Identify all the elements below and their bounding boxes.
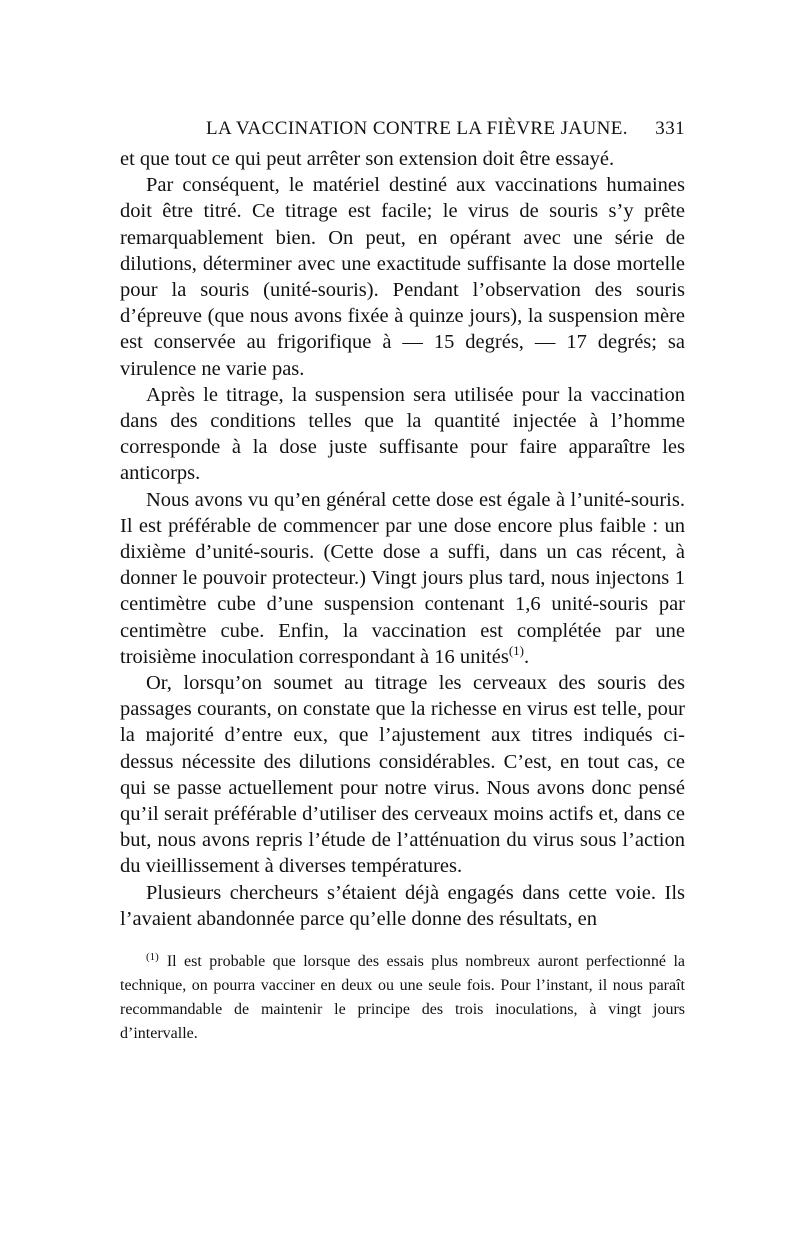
running-head [120, 112, 685, 146]
body-text [120, 146, 685, 932]
footnote-marker: (1) [146, 950, 159, 963]
book-page [120, 112, 685, 1046]
paragraph-cerveaux: Or, lorsqu’on soumet au titrage les cerveaux des souris des passages courants, on constate que la richesse en virus est telle, pour la majorité d’entre eux, que l’ajustement aux titres indiqués ci-dessus nécessite des dilutions considérables. C’est, en tout cas, ce qui se passe actuellement pour notre virus. Nous avons donc pensé qu’il serait préférable d’utiliser des cerveaux moins actifs et, dans ce but, nous avons repris l’étude de l’atténuation du virus sous l’action du vieillissement à diverses températures. [120, 672, 685, 878]
footnotes [120, 950, 685, 1046]
page-number: 331 [655, 118, 685, 139]
footnote-reference: (1) [508, 643, 525, 659]
paragraph-chercheurs: Plusieurs chercheurs s’étaient déjà engagés dans cette voie. Ils l’avaient abandonnée parce qu’elle donne des résultats, en [120, 881, 685, 930]
paragraph-apres-titrage: Après le titrage, la suspension sera utilisée pour la vaccination dans des conditions telles que la quantité injectée à l’homme corresponde à la dose juste suffisante pour faire apparaître les anticorps. [120, 383, 685, 485]
paragraph-dose-text: Nous avons vu qu’en général cette dose est égale à l’unité-souris. Il est préférable de commencer par une dose encore plus faible : un dixième d’unité-souris. (Cette dose a suffi, dans un cas récent, à donner le pouvoir protecteur.) Vingt jours plus tard, nous injectons 1 centimètre cube d’une suspension contenant 1,6 unité-souris par centimètre cube. Enfin, la vaccination est complétée par une troisième inoculation correspondant à 16 unités [120, 488, 685, 668]
footnote [120, 950, 685, 1046]
running-title: LA VACCINATION CONTRE LA FIÈVRE JAUNE. [206, 118, 628, 139]
footnote-reference-punctuation: . [524, 645, 530, 668]
footnote-text: Il est probable que lorsque des essais plus nombreux auront perfectionné la technique, on pourra vacciner en deux ou une seule fois. Pour l’instant, il nous paraît recommandable de maintenir le principe des trois inoculations, à vingt jours d’intervalle. [120, 953, 685, 1043]
paragraph-dose [120, 487, 685, 670]
paragraph-continuation: et que tout ce qui peut arrêter son extension doit être essayé. [120, 148, 615, 170]
paragraph-titrage: Par conséquent, le matériel destiné aux vaccinations humaines doit être titré. Ce titrage est facile; le virus de souris s’y prête remarquablement bien. On peut, en opérant avec une série de dilutions, déterminer avec une exactitude suffisante la dose mortelle pour la souris (unité-souris). Pendant l’observation des souris d’épreuve (que nous avons fixée à quinze jours), la suspension mère est conservée au frigorifique à — 15 degrés, — 17 degrés; sa virulence ne varie pas. [120, 174, 685, 380]
